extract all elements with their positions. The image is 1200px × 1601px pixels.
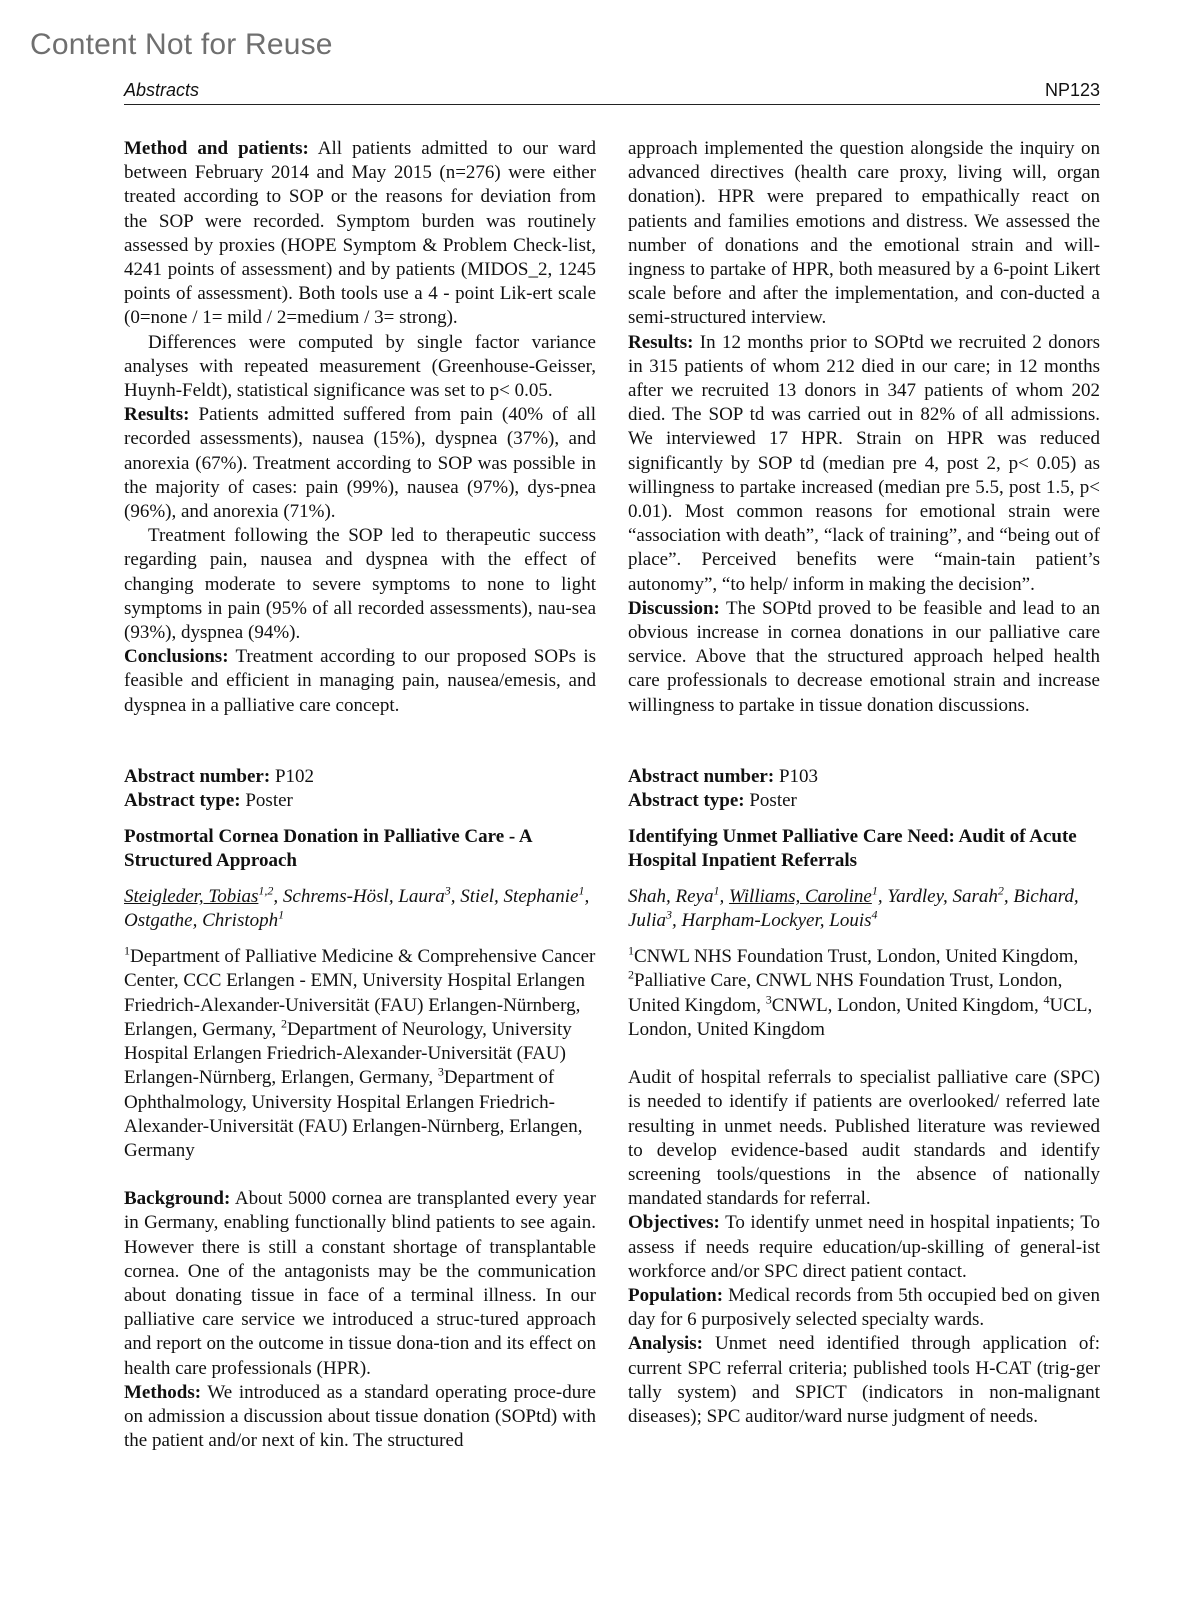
affiliation-sup: 2 <box>281 1016 288 1031</box>
affiliation-sup: 3 <box>765 992 772 1007</box>
background-paragraph <box>124 1187 596 1381</box>
treatment-text: Treatment following the SOP led to therapeutic success regarding pain, nausea and dyspnea with the effect of changing moderate to severe symptoms to none to light symptoms in pain (95% of all recorded assessments), nau-sea (93%), dyspnea (94%). <box>124 525 596 644</box>
author-sup: 1 <box>278 907 285 922</box>
abstract-title: Postmortal Cornea Donation in Palliative Care - A Structured Approach <box>124 826 532 872</box>
analysis-label: Analysis: <box>628 1333 703 1355</box>
author-sup: 1,2 <box>258 883 274 898</box>
intro-paragraph <box>628 1066 1100 1211</box>
abstract-number-value: P103 <box>774 765 819 787</box>
continued-paragraph <box>628 137 1100 331</box>
author-sup: 1 <box>578 883 585 898</box>
author-list <box>628 885 1100 933</box>
author-sup: 1 <box>713 883 720 898</box>
methods-label: Methods: <box>124 1381 202 1403</box>
abstract-type-label: Abstract type: <box>628 790 745 812</box>
analysis-paragraph <box>628 1332 1100 1429</box>
affiliations <box>628 945 1100 1042</box>
affiliation-sup: 1 <box>628 943 634 958</box>
differences-paragraph <box>124 331 596 404</box>
discussion-label: Discussion: <box>628 597 720 619</box>
affiliation: Department of Neurology, University Hospital Erlangen Friedrich-Alexander-Universität (FAU) Erlangen-Nürnberg, Erlangen, Germany, <box>124 1018 572 1089</box>
affiliation: Department of Ophthalmology, University Hospital Erlangen Friedrich-Alexander-Universität (FAU) Erlangen-Nürnberg, Erlangen, Germany <box>124 1067 583 1161</box>
presenting-author: Williams, Caroline <box>728 886 872 908</box>
running-header <box>124 80 1100 105</box>
author: , Bichard, Julia <box>628 886 1079 932</box>
abstract-type-label: Abstract type: <box>124 790 241 812</box>
continued-text: approach implemented the question alongside the inquiry on advanced directives (health care proxy, living will, organ donation). HPR were prepared to empathically react on patients and families emotions and distress. We assessed the number of donations and the emotional strain and will-ingness to partake of HPR, both measured by a 6-point Likert scale before and after the implementation, and con-ducted a semi-structured interview. <box>628 138 1100 329</box>
objectives-text: To identify unmet need in hospital inpatients; To assess if needs require education/up-skilling of general-ist workforce and/or SPC direct patient contact. <box>628 1212 1100 1282</box>
method-label: Method and patients: <box>124 138 309 159</box>
affiliation-sup: 4 <box>1043 992 1050 1007</box>
discussion-paragraph <box>628 597 1100 718</box>
left-column <box>124 137 596 1453</box>
methods-paragraph <box>124 1381 596 1454</box>
method-paragraph <box>124 137 596 331</box>
objectives-label: Objectives: <box>628 1212 720 1234</box>
author-sup: 4 <box>871 907 878 922</box>
population-paragraph <box>628 1284 1100 1332</box>
results-paragraph <box>124 403 596 524</box>
results-text: Patients admitted suffered from pain (40% of all recorded assessments), nausea (15%), dyspnea (37%), and anorexia (67%). Treatment according to SOP was possible in the majority of cases: pain (99%), nausea (97%), dys-pnea (96%), and anorexia (71%). <box>124 404 596 523</box>
author-sup: 1 <box>871 883 878 898</box>
right-column <box>628 137 1100 1429</box>
watermark: Content Not for Reuse <box>30 28 333 61</box>
abstract-type-value: Poster <box>240 790 293 812</box>
affiliation: CNWL NHS Foundation Trust, London, United Kingdom, <box>634 946 1079 968</box>
author: , Yardley, Sarah <box>877 886 998 908</box>
intro-text: Audit of hospital referrals to specialist palliative care (SPC) is needed to identify if patients are overlooked/ referred late resulting in unmet needs. Published literature was reviewed to develop evidence-based audit standards and identify screening tools/questions in the absence of nationally mandated standards for referral. <box>628 1067 1100 1210</box>
abstract-number-label: Abstract number: <box>628 765 775 787</box>
abstract-number <box>628 765 1100 789</box>
abstract-title: Identifying Unmet Palliative Care Need: Audit of Acute Hospital Inpatient Referrals <box>628 826 1077 872</box>
author: , Schrems-Hösl, Laura <box>273 886 445 908</box>
treatment-paragraph <box>124 524 596 645</box>
section-name: Abstracts <box>124 80 200 100</box>
population-label: Population: <box>628 1284 724 1306</box>
author-sup: 3 <box>444 883 451 898</box>
abstract-type <box>628 789 1100 813</box>
affiliation-sup: 2 <box>628 968 634 983</box>
affiliation-sup: 3 <box>437 1064 444 1079</box>
author: , Stiel, Stephanie <box>450 886 579 908</box>
affiliation: Department of Palliative Medicine & Comprehensive Cancer Center, CCC Erlangen - EMN, University Hospital Erlangen Friedrich-Alexander-Universität (FAU) Erlangen-Nürnberg, Erlangen, Germany, <box>124 946 596 1040</box>
results-paragraph <box>628 331 1100 597</box>
results-label: Results: <box>628 331 694 353</box>
affiliation: UCL, London, United Kingdom <box>628 994 1093 1040</box>
population-text: Medical records from 5th occupied bed on given day for 6 purposively selected specialty wards. <box>628 1284 1100 1331</box>
background-label: Background: <box>124 1188 231 1210</box>
author-sup: 2 <box>997 883 1004 898</box>
objectives-paragraph <box>628 1211 1100 1284</box>
methods-text: We introduced as a standard operating proce-dure on admission a discussion about tissue donation (SOPtd) with the patient and/or next of kin. The structured <box>124 1381 596 1452</box>
presenting-author: Steigleder, Tobias <box>124 886 259 908</box>
discussion-text: The SOPtd proved to be feasible and lead to an obvious increase in cornea donations in our palliative care service. Above that the structured approach helped health care professionals to decrease emotional strain and increase willingness to partake in tissue donation discussions. <box>628 597 1100 716</box>
page-number: NP123 <box>1044 80 1100 100</box>
author: Shah, Reya <box>628 886 714 908</box>
differences-text: Differences were computed by single factor variance analyses with repeated measurement (Greenhouse-Geisser, Huynh-Feldt), statistical significance was set to p< 0.05. <box>124 331 596 402</box>
affiliation-sup: 1 <box>124 943 130 958</box>
author-list <box>124 885 596 933</box>
affiliation: Palliative Care, CNWL NHS Foundation Trust, London, United Kingdom, <box>628 970 1063 1016</box>
results-label: Results: <box>124 404 190 426</box>
method-text: All patients admitted to our ward between February 2014 and May 2015 (n=276) were either treated according to SOP or the reasons for deviation from the SOP were recorded. Symptom burden was routinely assessed by proxies (HOPE Symptom & Problem Check-list, 4241 points of assessment) and by patients (MIDOS_2, 1245 points of assessment). Both tools use a 4 - point Lik-ert scale (0=none / 1= mild / 2=medium / 3= strong). <box>124 138 596 329</box>
affiliation: CNWL, London, United Kingdom, <box>771 994 1044 1016</box>
conclusions-paragraph <box>124 645 596 718</box>
conclusions-text: Treatment according to our proposed SOPs is feasible and efficient in managing pain, nausea/emesis, and dyspnea in a palliative care concept. <box>124 646 596 716</box>
abstract-number-label: Abstract number: <box>124 765 271 787</box>
abstract-type <box>124 789 596 813</box>
abstract-type-value: Poster <box>744 790 797 812</box>
analysis-text: Unmet need identified through application of: current SPC referral criteria; published tools H-CAT (trig-ger tally system) and SPICT (indicators in non-malignant diseases); SPC auditor/ward nurse judgment of needs. <box>628 1333 1100 1427</box>
results-text: In 12 months prior to SOPtd we recruited 2 donors in 315 patients of whom 212 died in our care; in 12 months after we recruited 13 donors in 347 patients of whom 202 died. The SOP td was carried out in 82% of all admissions. We interviewed 17 HPR. Strain on HPR was reduced significantly by SOP td (median pre 4, post 2, p< 0.05) as willingness to partake increased (median pre 5.5, post 1.5, p< 0.01). Most common reasons for emotional strain were “association with death”, “lack of training”, and “being out of place”. Perceived benefits were “main-tain patient’s autonomy”, “to help/ inform in making the decision”. <box>628 331 1100 595</box>
abstract-number-value: P102 <box>270 765 315 787</box>
conclusions-label: Conclusions: <box>124 646 229 668</box>
abstract-number <box>124 765 596 789</box>
author: , Ostgathe, Christoph <box>124 886 590 932</box>
background-text: About 5000 cornea are transplanted every year in Germany, enabling functionally blind patients to see again. However there is still a constant shortage of transplantable cornea. One of the antagonists may be the communication about donating tissue in face of a terminal illness. In our palliative care service we introduced a struc-tured approach and report on the outcome in tissue dona-tion and its effect on health care professionals (HPR). <box>124 1188 596 1379</box>
author: , Harpham-Lockyer, Louis <box>672 910 872 932</box>
affiliations <box>124 945 596 1163</box>
author-separator: , <box>719 886 729 908</box>
author-sup: 3 <box>666 907 672 922</box>
